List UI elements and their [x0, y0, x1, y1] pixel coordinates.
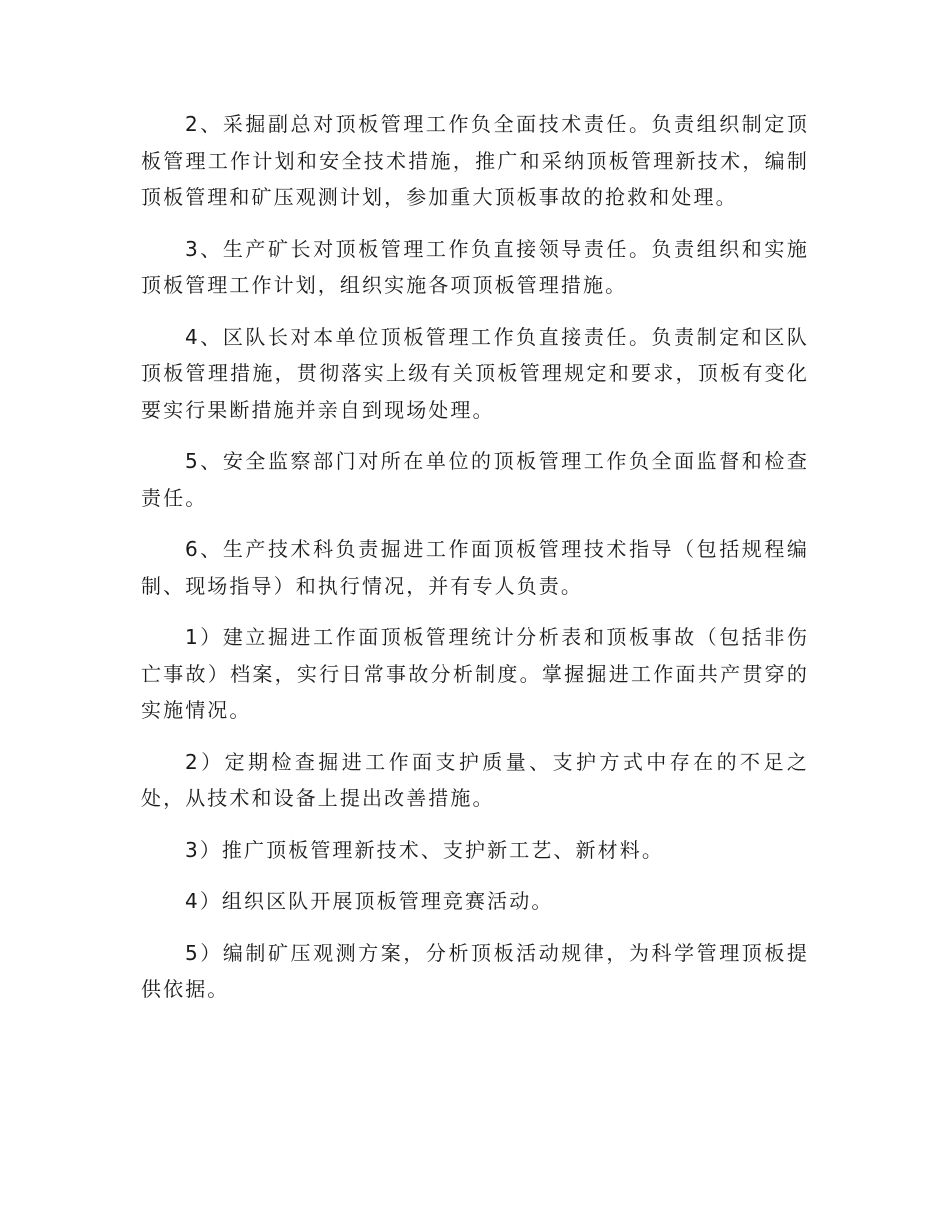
- paragraph-subitem-5: 5）编制矿压观测方案，分析顶板活动规律，为科学管理顶板提供依据。: [141, 940, 809, 1001]
- paragraph-subitem-4: 4）组织区队开展顶板管理竞赛活动。: [185, 889, 554, 913]
- paragraph-team-leader-responsibility: 4、区队长对本单位顶板管理工作负直接责任。负责制定和区队顶板管理措施，贯彻落实上级有关顶板管理规定和要求，顶板有变化要实行果断措施并亲自到现场处理。: [141, 324, 809, 422]
- paragraph-subitem-1: 1）建立掘进工作面顶板管理统计分析表和顶板事故（包括非伤亡事故）档案，实行日常事故分析制度。掌握掘进工作面共产贯穿的实施情况。: [141, 625, 809, 722]
- paragraph-safety-supervision-responsibility: 5、安全监察部门对所在单位的顶板管理工作负全面监督和检查责任。: [141, 449, 809, 510]
- paragraph-technical-section-responsibility: 6、生产技术科负责掘进工作面顶板管理技术指导（包括规程编制、现场指导）和执行情况，并有专人负责。: [141, 537, 809, 598]
- document-body: [141, 106, 809, 1023]
- paragraph-subitem-3: 3）推广顶板管理新技术、支护新工艺、新材料。: [185, 837, 664, 862]
- paragraph-production-manager-responsibility: 3、生产矿长对顶板管理工作负直接领导责任。负责组织和实施顶板管理工作计划，组织实施各项顶板管理措施。: [141, 236, 809, 297]
- paragraph-deputy-chief-responsibility: 2、采掘副总对顶板管理工作负全面技术责任。负责组织制定顶板管理工作计划和安全技术措施，推广和采纳顶板管理新技术，编制顶板管理和矿压观测计划，参加重大顶板事故的抢救和处理。: [141, 112, 809, 209]
- paragraph-subitem-2: 2）定期检查掘进工作面支护质量、支护方式中存在的不足之处，从技术和设备上提出改善措施。: [141, 749, 809, 810]
